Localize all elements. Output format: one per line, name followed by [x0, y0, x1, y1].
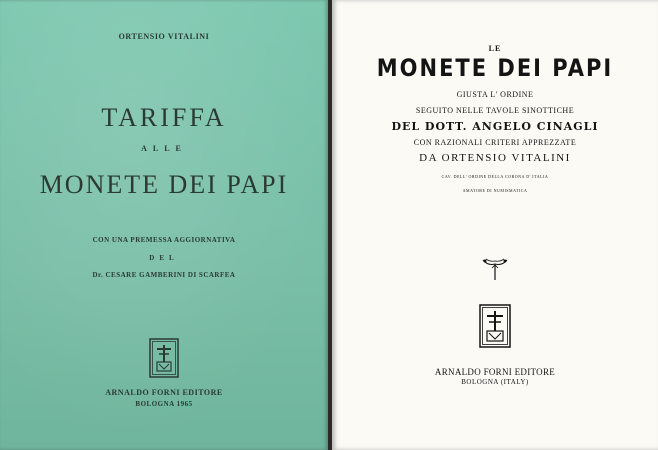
- title-le: LE: [488, 44, 502, 53]
- cover-contributor: Dr. CESARE GAMBERINI DI SCARFEA: [92, 271, 236, 279]
- title-publisher: ARNALDO FORNI EDITORE: [434, 367, 556, 377]
- cover-city-year: BOLOGNA 1965: [135, 400, 193, 408]
- cover-author: ORTENSIO VITALINI: [118, 32, 210, 41]
- cover-title-line2: MONETE DEI PAPI: [39, 170, 289, 199]
- cover-title-line1: TARIFFA: [101, 103, 227, 132]
- title-line2: SEGUITO NELLE TAVOLE SINOTTICHE: [415, 106, 575, 115]
- book-cover: [0, 0, 328, 450]
- title-amatore: AMATORE DI NUMISMATICA: [462, 188, 528, 193]
- title-main: MONETE DEI PAPI: [376, 54, 614, 82]
- title-page: [332, 0, 658, 450]
- cover-del: DEL: [149, 254, 179, 262]
- publisher-cross-emblem-icon: [332, 304, 658, 353]
- title-line1: GIUSTA L' ORDINE: [456, 90, 534, 99]
- title-line3: DEL DOTT. ANGELO CINAGLI: [391, 120, 599, 133]
- title-line5: DA ORTENSIO VITALINI: [419, 152, 571, 164]
- publisher-cross-emblem-icon: [0, 338, 328, 383]
- cover-publisher: ARNALDO FORNI EDITORE: [105, 388, 223, 397]
- cover-premessa: CON UNA PREMESSA AGGIORNATIVA: [92, 236, 236, 244]
- title-cav: CAV. DELL' ORDINE DELLA CORONA D' ITALIA: [441, 174, 549, 179]
- cover-title-connector: ALLE: [141, 144, 187, 153]
- title-line4: CON RAZIONALI CRITERI APPREZZATE: [413, 138, 577, 147]
- title-city: BOLOGNA (ITALY): [461, 378, 529, 386]
- ornament-flourish-icon: [332, 256, 658, 287]
